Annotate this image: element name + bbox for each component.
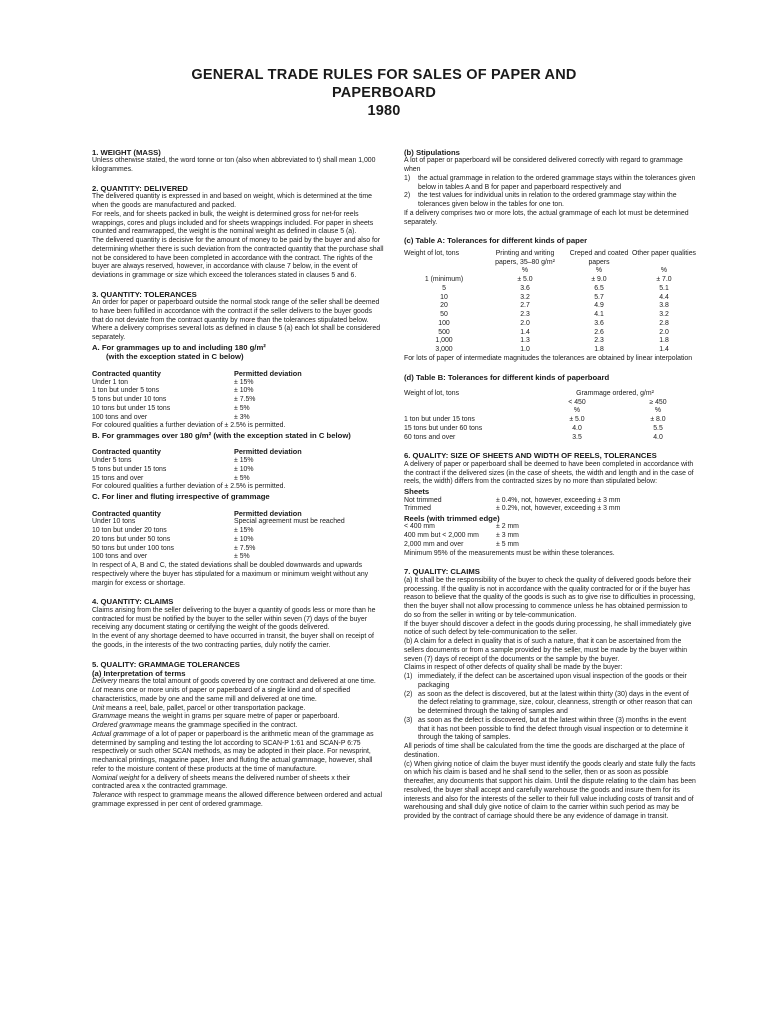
table-cell: ± 10% — [234, 535, 254, 543]
table-cell: 6.5 — [594, 284, 604, 292]
list-text: as soon as the defect is discovered, but at the latest within three (3) months in the event that it has not been possible to find the defect through visual inspection or to determine it through the taking of samples. — [418, 716, 689, 742]
table-title: (d) Table B: Tolerances for different kinds of paperboard — [404, 372, 610, 382]
term: Nominal weight — [92, 774, 140, 782]
list-item — [404, 175, 696, 193]
table-cell: ± 15% — [234, 378, 254, 386]
table-cell: 100 — [438, 319, 450, 327]
unit-cell: % — [595, 267, 603, 275]
subsection-heading-c: C. For liner and fluting irrespective of grammage — [92, 492, 270, 502]
paragraph: A lot of paper or paperboard will be considered delivered correctly with regard to grammage when — [404, 157, 683, 174]
table-cell: 15 tons but under 60 tons — [404, 424, 483, 432]
paragraph: The delivered quantity is decisive for the amount of money to be paid by the buyer and also for determining whether there is such deviation from the contracted quantity that the purchase shall not be considered to have been completed in accordance with the contract. The rights of the buyer are always reserved, however, in accordance with clause 7 below, in the event of deviations in grammage or size which exceed the tolerances stated in clauses 5 and 6. — [92, 237, 384, 280]
section-weight — [92, 148, 384, 175]
definition — [92, 713, 384, 722]
term: Unit — [92, 704, 105, 712]
table-cell: ± 5% — [234, 553, 250, 561]
paragraph: All periods of time shall be calculated from the time the goods are discharged at the place of destination. — [404, 743, 685, 759]
definition-text: means the weight in grams per square metre of paper or paperboard. — [126, 713, 340, 721]
list-number: 2) — [404, 192, 411, 200]
term: Actual grammage — [92, 730, 147, 738]
term: Lot — [92, 687, 102, 695]
column-header: Weight of lot, tons — [404, 249, 460, 257]
table-cell: 20 — [440, 302, 448, 310]
definition-text: of a lot of paper or paperboard is the arithmetic mean of the grammage as determined by sampling and testing the lot according to SCAN-P 1:61 and SCAN-P 6:75 respectively or such other SCAN methods, as may be adopted in their place. For newsprint, mechanical printings, magazine paper, liner and fluting the actual grammage, however, shall refer to the moisture content of these products at the time of manufacture. — [92, 730, 374, 773]
term: Tolerance — [92, 792, 123, 800]
table-cell: Under 5 tons — [92, 457, 132, 465]
subsection-heading: (a) Interpretation of terms — [92, 668, 186, 678]
table-cell: ± 0.2%, not, however, exceeding ± 3 mm — [496, 505, 621, 513]
table-cell: 4.0 — [653, 433, 663, 441]
column-subheader: < 450 — [568, 398, 586, 406]
paragraph: For reels, and for sheets packed in bulk, the weight is determined gross for net-for reels wrappings, cores and plugs included and for sheets wrappings included. For paper in sheets counted and reamwrapped, the weight is the nominal weight as defined in clause 5 (a). — [92, 210, 374, 236]
table-cell: 2.0 — [520, 319, 530, 327]
definition-text: means a reel, bale, pallet, parcel or other transportation package. — [104, 704, 306, 712]
table-cell: Under 1 ton — [92, 378, 129, 386]
section-heading: 4. QUANTITY: CLAIMS — [92, 597, 174, 607]
table-cell: 1.0 — [520, 346, 530, 354]
table-cell: 10 — [440, 293, 448, 301]
table-cell: 5 tons but under 15 tons — [92, 465, 167, 473]
table-cell: 3.6 — [520, 284, 530, 292]
table-cell: 5.5 — [653, 424, 663, 432]
tolerance-table-paperboard — [404, 390, 696, 443]
table-cell: 2.3 — [594, 337, 604, 345]
list-number: (1) — [404, 673, 413, 681]
paragraph: A delivery of paper or paperboard shall be deemed to have been completed in accordance with the contract if the delivered sizes (in the case of sheets, the width and length and in the case of reels, the width) differs from the contracted sizes by no more than stipulated below: — [404, 460, 694, 486]
table-cell: 1 (minimum) — [424, 276, 464, 284]
title-line-1: GENERAL TRADE RULES FOR SALES OF PAPER AND — [191, 67, 577, 83]
table-cell: 2,000 mm and over — [404, 540, 464, 548]
table-cell: Not trimmed — [404, 496, 442, 504]
table-cell: 4.4 — [659, 293, 669, 301]
definition — [92, 792, 384, 810]
section-quality-claims — [404, 567, 696, 821]
column-header: Contracted quantity — [92, 447, 161, 457]
list-item — [404, 717, 696, 743]
table-cell: 2.0 — [659, 328, 669, 336]
list-item — [404, 673, 696, 691]
paragraph: Minimum 95% of the measurements must be within these tolerances. — [404, 549, 615, 557]
table-cell: ± 7.0 — [656, 276, 672, 284]
table-cell: 4.0 — [572, 424, 582, 432]
section-heading: 5. QUALITY: GRAMMAGE TOLERANCES — [92, 659, 240, 669]
definition — [92, 731, 384, 775]
paragraph: An order for paper or paperboard outside the normal stock range of the seller shall be deemed to have been fulfilled in accordance with the contract if the seller delivers to the buyer goods that do not deviate from the contract quantity by more than the tolerances stipulated below. Where a delivery comprises several lots as defined in clause 5 (a) each lot shall be considered separately. — [92, 299, 381, 342]
section-quantity-claims — [92, 597, 384, 650]
definition-text: means one or more units of paper or paperboard of a single kind and of specified characteristics, made by one and the same mill and delivered at one time. — [92, 687, 351, 703]
term: Grammage — [92, 713, 127, 721]
section-grammage-tolerances — [92, 660, 384, 810]
table-row — [404, 294, 696, 303]
table-row — [404, 329, 696, 338]
table-cell: 50 tons but under 100 tons — [92, 544, 174, 552]
table-cell: 1.8 — [594, 346, 604, 354]
subsection-heading-b: B. For grammages over 180 g/m² (with the exception stated in C below) — [92, 431, 351, 441]
table-row — [404, 434, 696, 443]
table-cell: 3.2 — [520, 293, 530, 301]
table-cell: ± 7.5% — [234, 544, 256, 552]
table-cell: 100 tons and over — [92, 553, 148, 561]
table-cell: Under 10 tons — [92, 518, 136, 526]
table-cell: 10 tons but under 15 tons — [92, 404, 171, 412]
table-cell: 1.4 — [520, 328, 530, 336]
section-table-b — [404, 373, 696, 443]
tolerance-table-paper — [404, 250, 696, 355]
term: Ordered grammage — [92, 722, 153, 730]
subsection-heading-a: A. For grammages up to and including 180 g/m² — [92, 342, 266, 352]
subsection-heading: Reels (with trimmed edge) — [404, 514, 500, 524]
table-cell: ± 3 mm — [496, 532, 519, 540]
paragraph: Claims arising from the seller delivering to the buyer a quantity of goods less or more than he contracted for must be notified by the buyer to the seller within seven (7) days of the buyer receiving any document stating or certifying the weight of the goods delivered. — [92, 606, 376, 632]
deviation-table-a — [92, 370, 384, 423]
table-cell: 100 tons and over — [92, 413, 148, 421]
table-cell: Special agreement must be reached — [234, 518, 345, 526]
table-cell: ± 5% — [234, 404, 250, 412]
column-header: Other paper qualities — [632, 249, 696, 257]
definition — [92, 722, 384, 731]
definition-text: means the grammage specified in the contract. — [152, 722, 298, 730]
table-cell: 4.1 — [594, 311, 604, 319]
unit-cell: % — [654, 407, 662, 415]
list-text: the test values for individual units in relation to the ordered grammage stay within the tolerances given below in the tables for one ton. — [418, 192, 677, 209]
paragraph: (a) It shall be the responsibility of the buyer to check the quality of delivered goods before their processing. If the quality is not in accordance with the quality contracted for or if the buyer has reason to believe that the quality of the goods is such as to give rise to difficulties in processing, then the buyer shall not allow processing to commence unless he has obtained permission to do so from the seller in writing or by tele-communication. — [404, 576, 695, 619]
table-cell: 500 — [438, 328, 450, 336]
paragraph: In respect of A, B and C, the stated deviations shall be doubled downwards and upwards respectively where the buyer has stipulated for a maximum or minimum weight without any margin for excess or shortage. — [92, 562, 369, 587]
definition-text: means the total amount of goods covered by one contract and delivered at one time. — [116, 678, 376, 686]
column-header: Contracted quantity — [92, 368, 161, 378]
unit-cell: % — [660, 267, 668, 275]
table-cell: 2.3 — [520, 311, 530, 319]
paragraph: (c) When giving notice of claim the buyer must identify the goods clearly and state fully the facts on which his claim is based and he shall send to the seller, then or as soon as possible thereafter, any documents that support his claim. Until the dispute relating to the claim has been resolved, the buyer shall accept and carefully warehouse the goods and insure them for its interests and also for the interests of the seller to their full value including costs of transit and of warehousing and shall duly give notice of claim to the carrier within such period as may be provided by the contract of carriage should there be any evidence of damage in transit. — [404, 760, 696, 821]
unit-cell: % — [573, 407, 581, 415]
paragraph: For coloured qualities a further deviation of ± 2.5% is permitted. — [92, 483, 286, 491]
table-cell: ± 5.0 — [569, 416, 585, 424]
table-cell: 1.4 — [659, 346, 669, 354]
section-heading: 6. QUALITY: SIZE OF SHEETS AND WIDTH OF REELS, TOLERANCES — [404, 451, 657, 461]
column-header: Permitted deviation — [234, 508, 302, 518]
table-cell: 5.1 — [659, 284, 669, 292]
table-row — [404, 425, 696, 434]
table-cell: 1 ton but under 15 tons — [404, 416, 475, 424]
table-cell: 2.7 — [520, 302, 530, 310]
table-cell: 15 tons and over — [92, 474, 144, 482]
table-cell: 5 tons but under 10 tons — [92, 396, 167, 404]
paragraph: Claims in respect of other defects of quality shall be made by the buyer: — [404, 664, 623, 672]
right-column — [404, 148, 696, 831]
list-text: the actual grammage in relation to the ordered grammage stays within the tolerances given below in tables A and B for paper and paperboard respectively and — [418, 174, 696, 191]
definition — [92, 678, 384, 687]
table-row — [404, 302, 696, 311]
list-number: 1) — [404, 174, 411, 182]
paragraph: For lots of paper of intermediate magnitudes the tolerances are obtained by linear interpolation — [404, 354, 693, 362]
section-heading: 7. QUALITY: CLAIMS — [404, 567, 480, 577]
table-cell: 50 — [440, 311, 448, 319]
table-row — [404, 276, 696, 285]
section-table-a — [404, 236, 696, 363]
column-header: Grammage ordered, g/m² — [576, 389, 654, 397]
table-cell: ± 5% — [234, 474, 250, 482]
table-cell: Trimmed — [404, 505, 431, 513]
table-cell: 5.7 — [594, 293, 604, 301]
paragraph: The delivered quantity is expressed in and based on weight, which is determined at the time when the goods are manufactured and packed. — [92, 193, 372, 210]
table-cell: 60 tons and over — [404, 433, 456, 441]
table-cell: ± 15% — [234, 527, 254, 535]
section-quantity-tolerances — [92, 290, 384, 589]
table-row — [404, 416, 696, 425]
column-header: Creped and coated papers — [569, 249, 629, 266]
table-cell: 2.8 — [659, 319, 669, 327]
table-title: (c) Table A: Tolerances for different kinds of paper — [404, 236, 588, 246]
table-cell: ± 5.0 — [517, 276, 533, 284]
list-item — [404, 691, 696, 717]
table-cell: 1.8 — [659, 337, 669, 345]
list-number: (2) — [404, 690, 413, 698]
list-text: immediately, if the defect can be ascertained upon visual inspection of the goods or their packaging — [418, 673, 687, 689]
table-cell: 20 tons but under 50 tons — [92, 535, 171, 543]
table-cell: ± 9.0 — [591, 276, 607, 284]
section-heading: 1. WEIGHT (MASS) — [92, 148, 161, 157]
section-heading: 3. QUANTITY: TOLERANCES — [92, 289, 197, 299]
deviation-table-b — [92, 448, 384, 483]
table-cell: 3.5 — [572, 433, 582, 441]
column-header: Contracted quantity — [92, 508, 161, 518]
subsection-heading-a-note: (with the exception stated in C below) — [106, 352, 244, 362]
table-cell: 2.6 — [594, 328, 604, 336]
table-row — [404, 346, 696, 355]
table-cell: 3,000 — [435, 346, 453, 354]
table-row — [404, 285, 696, 294]
table-cell: < 400 mm — [404, 523, 435, 531]
table-row — [404, 320, 696, 329]
table-cell: ± 3% — [234, 413, 250, 421]
left-column — [92, 148, 384, 819]
subsection-heading: Sheets — [404, 487, 430, 497]
table-cell: 4.9 — [594, 302, 604, 310]
table-cell: 3.2 — [659, 311, 669, 319]
paragraph: For coloured qualities a further deviation of ± 2.5% is permitted. — [92, 422, 286, 430]
paragraph: (b) A claim for a defect in quality that is of such a nature, that it can be ascertained from the sellers documents or from a sample provided by the seller, must be made by the buyer within seven (7) days of receipt of the documents or the sample by the buyer. — [404, 638, 688, 663]
table-cell: 5 — [442, 284, 446, 292]
subsection-heading: (b) Stipulations — [404, 148, 460, 157]
list-item — [404, 192, 696, 210]
table-cell: 1,000 — [435, 337, 453, 345]
table-cell: 1 ton but under 5 tons — [92, 387, 160, 395]
definition — [92, 705, 384, 714]
definition-text: for a delivery of sheets means the delivered number of sheets x their contracted area x the contracted grammage. — [92, 774, 351, 791]
list-number: (3) — [404, 716, 413, 724]
section-quantity-delivered — [92, 184, 384, 281]
table-cell: 1.3 — [520, 337, 530, 345]
table-row — [404, 311, 696, 320]
table-cell: ± 2 mm — [496, 523, 519, 531]
column-header: Printing and writing papers, 35–80 g/m² — [495, 249, 555, 266]
column-subheader: ≥ 450 — [649, 398, 667, 406]
definition — [92, 687, 384, 705]
section-size-tolerances — [404, 451, 696, 558]
paragraph: In the event of any shortage deemed to have occurred in transit, the buyer shall on receipt of the goods, in the interests of the two contracting parties, duly notify the carrier. — [92, 633, 374, 649]
table-cell: ± 7.5% — [234, 396, 256, 404]
table-cell: 3.8 — [659, 302, 669, 310]
column-header: Permitted deviation — [234, 447, 302, 457]
table-row — [404, 337, 696, 346]
definition-text: with respect to grammage means the allowed difference between ordered and actual grammage expressed in per cent of ordered grammage. — [92, 792, 382, 808]
term: Delivery — [92, 678, 117, 686]
table-cell: ± 5 mm — [496, 540, 519, 548]
list-text: as soon as the defect is discovered, but at the latest within thirty (30) days in the event of the defect relating to grammage, size, colour, cleanness, strength or other reason that can be determined through the taking of samples and — [418, 690, 693, 716]
table-cell: ± 15% — [234, 457, 254, 465]
column-header: Permitted deviation — [234, 368, 302, 378]
reels-tolerance-list — [404, 523, 696, 549]
document-title — [0, 66, 768, 120]
table-cell: 400 mm but < 2,000 mm — [404, 532, 479, 540]
definition — [92, 775, 384, 793]
paragraph: Unless otherwise stated, the word tonne or ton (also when abbreviated to t) shall mean 1,000 kilogrammes. — [92, 157, 376, 174]
table-cell: 3.6 — [594, 319, 604, 327]
column-header: Weight of lot, tons — [404, 389, 460, 397]
unit-cell — [404, 267, 484, 276]
unit-cell: % — [521, 267, 529, 275]
deviation-table-c — [92, 510, 384, 563]
table-cell: ± 0.4%, not, however, exceeding ± 3 mm — [496, 496, 621, 504]
title-line-2: PAPERBOARD — [331, 85, 437, 101]
table-cell: ± 10% — [234, 465, 254, 473]
sheets-tolerance-list — [404, 497, 696, 515]
section-stipulations — [404, 148, 696, 227]
paragraph: If a delivery comprises two or more lots, the actual grammage of each lot must be determined separately. — [404, 209, 689, 226]
paragraph: If the buyer should discover a defect in the goods during processing, he shall immediately give notice of such defect by tele-communication to the seller. — [404, 620, 692, 637]
table-cell: 10 ton but under 20 tons — [92, 527, 167, 535]
title-year: 1980 — [367, 103, 401, 119]
section-heading: 2. QUANTITY: DELIVERED — [92, 183, 188, 193]
table-cell: ± 8.0 — [650, 416, 666, 424]
table-cell: ± 10% — [234, 387, 254, 395]
